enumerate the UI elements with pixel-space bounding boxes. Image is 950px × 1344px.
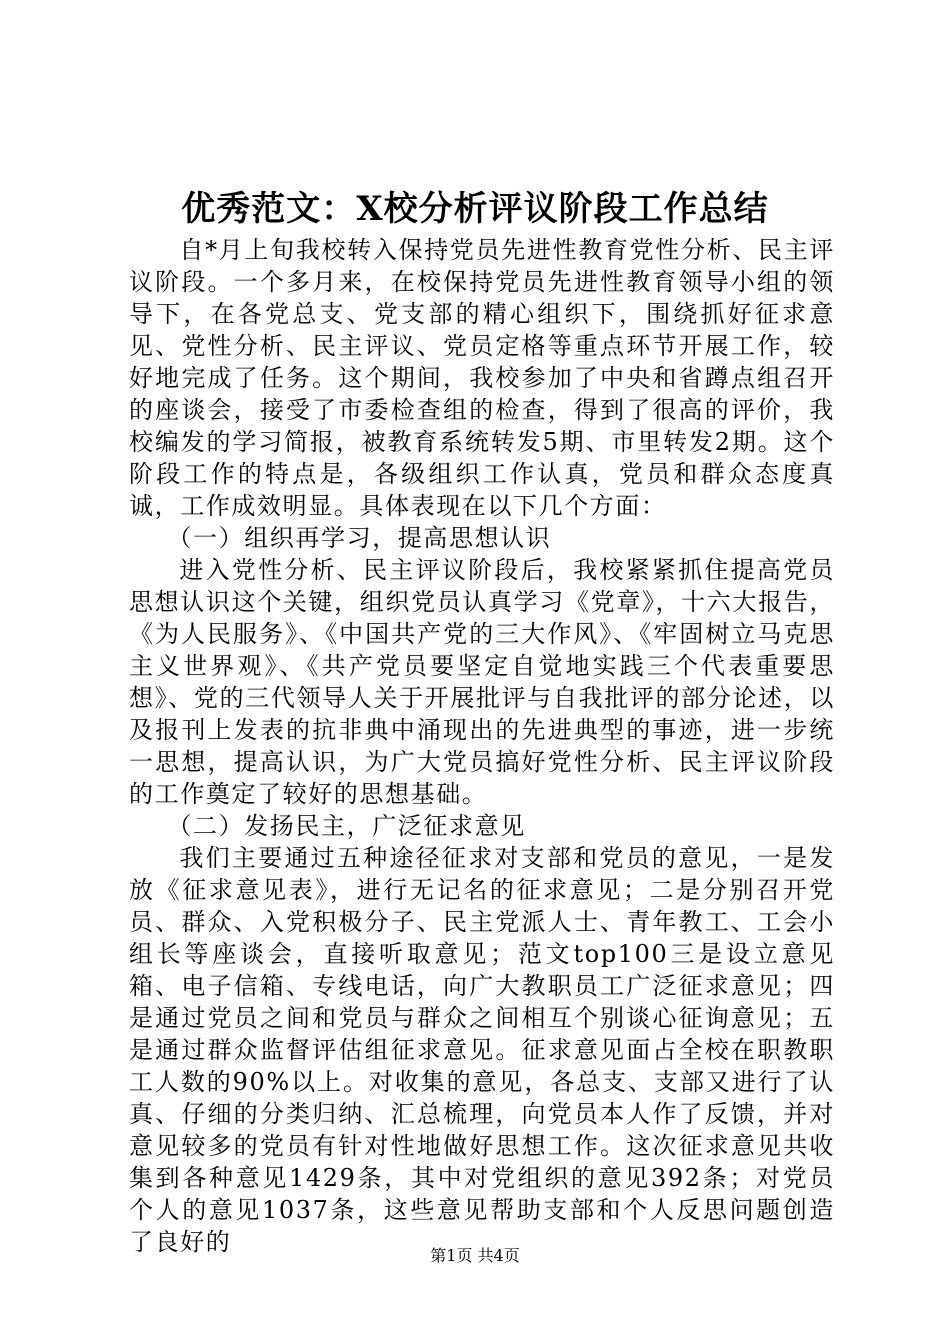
document-title: 优秀范文：X校分析评议阶段工作总结: [181, 189, 769, 229]
page-footer: 第1页 共4页: [430, 1246, 520, 1265]
paragraph-intro: 自*月上旬我校转入保持党员先进性教育党性分析、民主评议阶段。一个多月来，在校保持党员先进性教育领导小组的领导下，在各党总支、党支部的精心组织下，围绕抓好征求意见、党性分析、民主评议、党员定格等重点环节开展工作，较好地完成了任务。这个期间，我校参加了中央和省蹲点组召开的座谈会，接受了市委检查组的检查，得到了很高的评价，我校编发的学习简报，被教育系统转发5期、市里转发2期。这个阶段工作的特点是，各级组织工作认真，党员和群众态度真诚，工作成效明显。具体表现在以下几个方面：: [129, 236, 835, 520]
paragraph-opinions: 我们主要通过五种途径征求对支部和党员的意见，一是发放《征求意见表》，进行无记名的征求意见；二是分别召开党员、群众、入党积极分子、民主党派人士、青年教工、工会小组长等座谈会，直接听取意见；范文top100三是设立意见箱、电子信箱、专线电话，向广大教职员工广泛征求意见；四是通过党员之间和党员与群众之间相互个别谈心征询意见；五是通过群众监督评估组征求意见。征求意见面占全校在职教职工人数的90%以上。对收集的意见，各总支、支部又进行了认真、仔细的分类归纳、汇总梳理，向党员本人作了反馈，并对意见较多的党员有针对性地做好思想工作。这次征求意见共收集到各种意见1429条，其中对党组织的意见392条；对党员个人的意见1037条，这些意见帮助支部和个人反思问题创造了良好的: [129, 844, 835, 1256]
document-body: [129, 234, 835, 1258]
section-heading-1: （一）组织再学习，提高思想认识: [167, 524, 552, 552]
section-heading-2: （二）发扬民主，广泛征求意见: [167, 812, 526, 840]
paragraph-study: 进入党性分析、民主评议阶段后，我校紧紧抓住提高党员思想认识这个关键，组织党员认真学习《党章》，十六大报告，《为人民服务》、《中国共产党的三大作风》、《牢固树立马克思主义世界观》、《共产党员要坚定自觉地实践三个代表重要思想》、党的三代领导人关于开展批评与自我批评的部分论述，以及报刊上发表的抗非典中涌现出的先进典型的事迹，进一步统一思想，提高认识，为广大党员搞好党性分析、民主评议阶段的工作奠定了较好的思想基础。: [129, 556, 835, 808]
